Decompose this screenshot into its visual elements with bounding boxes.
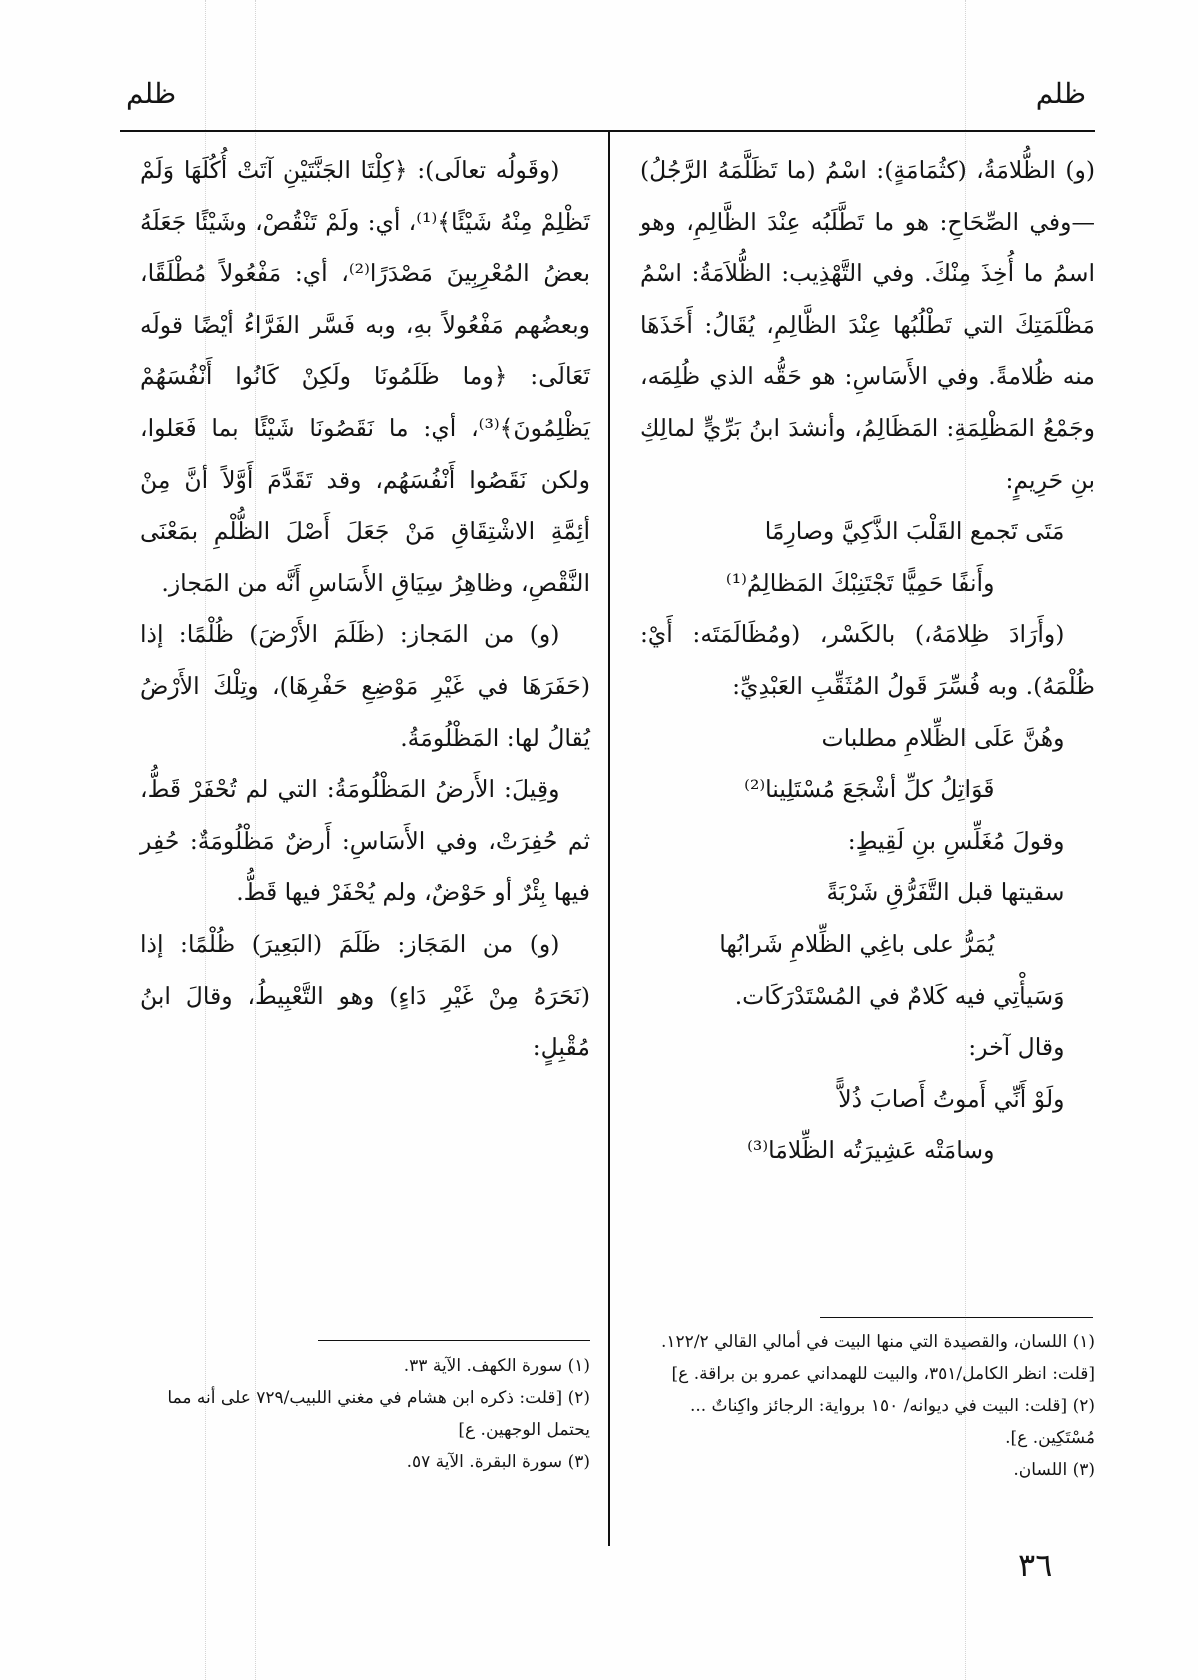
- verse-line: يُمَرُّ على باغِي الظِّلامِ شَرابُها: [719, 929, 995, 958]
- footnote: (١) سورة الكهف. الآية ٣٣.: [403, 1356, 590, 1376]
- footnote: (٣) سورة البقرة. الآية ٥٧.: [406, 1452, 590, 1472]
- footnote: (٣) اللسان.: [1013, 1460, 1095, 1480]
- verse-line: قَوَاتِلُ كلِّ أشْجَعَ مُسْتَلِينا⁽²⁾: [744, 775, 995, 804]
- paragraph: (وقَولُه تعالَى): ﴿كِلْتَا الجَنَّتَيْنِ آتَتْ أُكُلَهَا وَلَمْ تَظْلِمْ مِنْهُ شَيْئًا﴾⁽¹⁾، أي: ولَمْ تَنْقُصْ، وشَيْئًا جَعَلَهُ بعضُ المُعْرِبِينَ مَصْدَرًا⁽²⁾، أي: مَفْعُولاً مُطْلَقًا، وبعضُهم مَفْعُولاً بهِ، وبه فَسَّر الفَرَّاءُ أيْضًا قولَه تَعَالَى: ﴿وما ظَلَمُونَا ولَكِنْ كَانُوا أَنْفُسَهُمْ يَظْلِمُونَ﴾⁽³⁾، أي: ما نَقَصُونَا شَيْئًا بما فَعَلوا، ولكن نَقَصُوا أَنْفُسَهُم، وقد تَقَدَّمَ أَوَّلاً أنَّ مِنْ أئِمَّةِ الاشْتِقَاقِ مَنْ جَعَلَ أَصْلَ الظُّلْمِ بمَعْنَى النَّقْصِ، وظاهِرُ سِيَاقِ الأَسَاسِ أَنَّه من المَجاز.: [140, 156, 591, 597]
- column-divider: [608, 131, 610, 1546]
- paragraph: وَسَيأْتِي فيه كَلامٌ في المُسْتَدْرَكَات.: [734, 981, 1065, 1010]
- paragraph: (و) من المَجاز: (ظَلَمَ الأَرْضَ) ظُلْمًا: إذا (حَفَرَهَا في غَيْرِ مَوْضِعِ حَفْرِهَا)، وتِلْكَ الأَرْضُ يُقالُ لها: المَظْلُومَةُ.: [140, 620, 590, 752]
- footnote: (٢) [قلت: البيت في ديوانه/ ١٥٠ برواية: الرجائز واكِناتٌ ... مُسْتَكِين. ع].: [689, 1396, 1095, 1448]
- left-column: [140, 145, 590, 1074]
- right-column: [640, 145, 1095, 1177]
- footnote: (١) اللسان، والقصيدة التي منها البيت في أمالي القالي ١٢٢/٢. [قلت: انظر الكامل/٣٥١، والبيت للهمداني عمرو بن براقة. ع]: [661, 1332, 1095, 1384]
- paragraph: (و) من المَجَاز: ظَلَمَ (البَعِيرَ) ظُلْمًا: إذا (نَحَرَهُ مِنْ غَيْرِ دَاءٍ) وهو التَّعْبِيطُ، وقالَ ابنُ مُقْبِلٍ:: [140, 929, 590, 1062]
- verse-line: سقيتها قبل التَّفَرُّقِ شَرْبَةً: [826, 878, 1065, 907]
- paragraph: وقال آخر:: [968, 1033, 1065, 1062]
- footnote: (٢) [قلت: ذكره ابن هشام في مغني اللبيب/٧٢٩ على أنه مما يحتمل الوجهين. ع]: [167, 1388, 590, 1440]
- verse-line: وسامَتْه عَشِيرَتُه الظِّلامَا⁽³⁾: [747, 1136, 995, 1165]
- verse-line: وأَنفًا حَمِيًّا تَجْتَنِبْكَ المَظالِمُ⁽¹⁾: [725, 568, 995, 597]
- paragraph: وقولَ مُغَلِّسِ بنِ لَقِيطٍ:: [847, 826, 1065, 855]
- running-head-right: ظلم: [1035, 77, 1086, 110]
- footnotes-left: [140, 1350, 590, 1478]
- verse-line: وهُنَّ عَلَى الظِّلامِ مطلبات: [821, 723, 1065, 752]
- page-number: ٣٦: [1018, 1546, 1053, 1584]
- paragraph: (وأَرَادَ ظِلامَهُ،) بالكَسْر، (ومُظَالَمَتَه: أَيْ: ظُلْمَهُ). وبه فُسِّرَ قَولُ المُثَقِّبِ العَبْدِيِّ:: [640, 620, 1095, 700]
- paragraph: وقِيلَ: الأَرضُ المَظْلُومَةُ: التي لم تُحْفَرْ قَطُّ، ثم حُفِرَتْ، وفي الأَسَاسِ: أَرضٌ مَظْلُومَةٌ: حُفِر فيها بِئْرٌ أو حَوْضٌ، ولم يُحْفَرْ فيها قَطُّ.: [140, 775, 590, 907]
- footnotes-right: [640, 1326, 1095, 1486]
- footnote-rule: [318, 1340, 590, 1341]
- running-head-left: ظلم: [126, 77, 177, 110]
- verse-line: ولَوْ أَنِّي أَموتُ أَصابَ ذُلاًّ: [838, 1084, 1065, 1113]
- footnote-rule: [820, 1317, 1093, 1318]
- paragraph: (و) الظُّلامَةُ، (كثُمَامَةٍ): اسْمُ (ما تَظَلَّمَهُ الرَّجُلُ) —وفي الصِّحَاحِ: هو ما تَطَّلَبُه عِنْدَ الظَّالِمِ، وهو اسمُ ما أُخِذَ مِنْكَ. وفي التَّهْذِيب: الظُّلاَمَةُ: اسْمُ مَظْلَمَتِكَ التي تَطْلُبُها عِنْدَ الظَّالِمِ، يُقَالُ: أَخَذَهَا منه ظُلامةً. وفي الأَسَاسِ: هو حَقُّه الذي ظُلِمَه، وجَمْعُ المَظْلِمَةِ: المَظَالِمُ، وأنشدَ ابنُ بَرِّيٍّ لمالِكِ بنِ حَرِيمٍ:: [640, 156, 1095, 494]
- verse-line: مَتَى تَجمع القَلْبَ الذَّكِيَّ وصارِمًا: [764, 517, 1065, 546]
